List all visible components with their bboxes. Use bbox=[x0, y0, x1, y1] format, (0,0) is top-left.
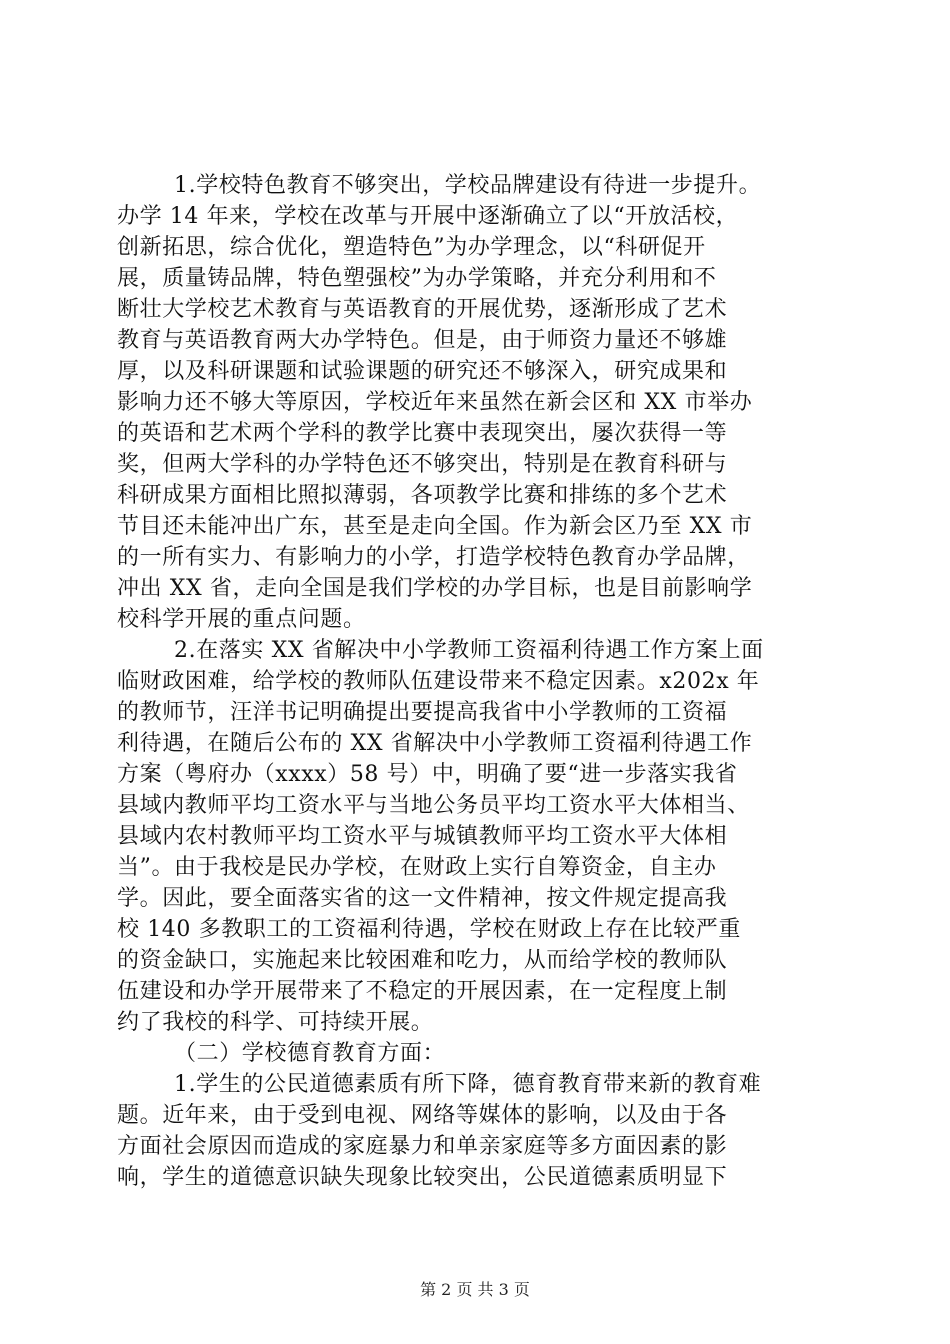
text-line: 方面社会原因而造成的家庭暴力和单亲家庭等多方面因素的影 bbox=[117, 1134, 728, 1159]
text-line: 的教师节，汪洋书记明确提出要提高我省中小学教师的工资福 bbox=[117, 700, 728, 725]
text-line: 展，质量铸品牌，特色塑强校”为办学策略，并充分利用和不 bbox=[117, 266, 717, 291]
text-line: 县域内教师平均工资水平与当地公务员平均工资水平大体相当、 bbox=[117, 793, 750, 818]
text-line: 临财政困难，给学校的教师队伍建设带来不稳定因素。x202x 年 bbox=[117, 669, 760, 694]
section-heading: （二）学校德育教育方面： bbox=[174, 1041, 446, 1066]
text-line: 方案（粤府办（xxxx）58 号）中，明确了要“进一步落实我省 bbox=[117, 762, 738, 787]
page-number-footer: 第 2 页 共 3 页 bbox=[420, 1280, 530, 1299]
text-line: 冲出 XX 省，走向全国是我们学校的办学目标，也是目前影响学 bbox=[117, 576, 753, 601]
text-line: 校 140 多教职工的工资福利待遇，学校在财政上存在比较严重 bbox=[117, 917, 741, 942]
text-line: 的资金缺口，实施起来比较困难和吃力，从而给学校的教师队 bbox=[117, 948, 728, 973]
text-line: 约了我校的科学、可持续开展。 bbox=[117, 1010, 434, 1035]
body-text bbox=[117, 170, 833, 1193]
text-line: 创新拓思，综合优化，塑造特色”为办学理念，以“科研促开 bbox=[117, 235, 706, 260]
text-line: 利待遇，在随后公布的 XX 省解决中小学教师工资福利待遇工作 bbox=[117, 731, 753, 756]
text-line: 县域内农村教师平均工资水平与城镇教师平均工资水平大体相 bbox=[117, 824, 728, 849]
text-line: 当”。由于我校是民办学校，在财政上实行自筹资金，自主办 bbox=[117, 855, 717, 880]
text-line: 的英语和艺术两个学科的教学比赛中表现突出，屡次获得一等 bbox=[117, 421, 728, 446]
text-line: 办学 14 年来，学校在改革与开展中逐渐确立了以“开放活校， bbox=[117, 204, 739, 229]
text-line: 校科学开展的重点问题。 bbox=[117, 607, 366, 632]
text-line: 厚，以及科研课题和试验课题的研究还不够深入，研究成果和 bbox=[117, 359, 728, 384]
paragraph-2-start: 2.在落实 XX 省解决中小学教师工资福利待遇工作方案上面 bbox=[174, 638, 764, 663]
text-line: 科研成果方面相比照拟薄弱，各项教学比赛和排练的多个艺术 bbox=[117, 483, 728, 508]
text-line: 伍建设和办学开展带来了不稳定的开展因素，在一定程度上制 bbox=[117, 979, 728, 1004]
text-line: 断壮大学校艺术教育与英语教育的开展优势，逐渐形成了艺术 bbox=[117, 297, 728, 322]
text-line: 节目还未能冲出广东，甚至是走向全国。作为新会区乃至 XX 市 bbox=[117, 514, 753, 539]
paragraph-3-start: 1.学生的公民道德素质有所下降，德育教育带来新的教育难 bbox=[174, 1072, 762, 1097]
text-line: 奖，但两大学科的办学特色还不够突出，特别是在教育科研与 bbox=[117, 452, 728, 477]
text-line: 的一所有实力、有影响力的小学，打造学校特色教育办学品牌， bbox=[117, 545, 750, 570]
text-line: 学。因此，要全面落实省的这一文件精神，按文件规定提高我 bbox=[117, 886, 728, 911]
text-line: 影响力还不够大等原因，学校近年来虽然在新会区和 XX 市举办 bbox=[117, 390, 753, 415]
text-line: 响，学生的道德意识缺失现象比较突出，公民道德素质明显下 bbox=[117, 1165, 728, 1190]
text-line: 教育与英语教育两大办学特色。但是，由于师资力量还不够雄 bbox=[117, 328, 728, 353]
paragraph-1-start: 1.学校特色教育不够突出，学校品牌建设有待进一步提升。 bbox=[174, 173, 762, 198]
text-line: 题。近年来，由于受到电视、网络等媒体的影响，以及由于各 bbox=[117, 1103, 728, 1128]
